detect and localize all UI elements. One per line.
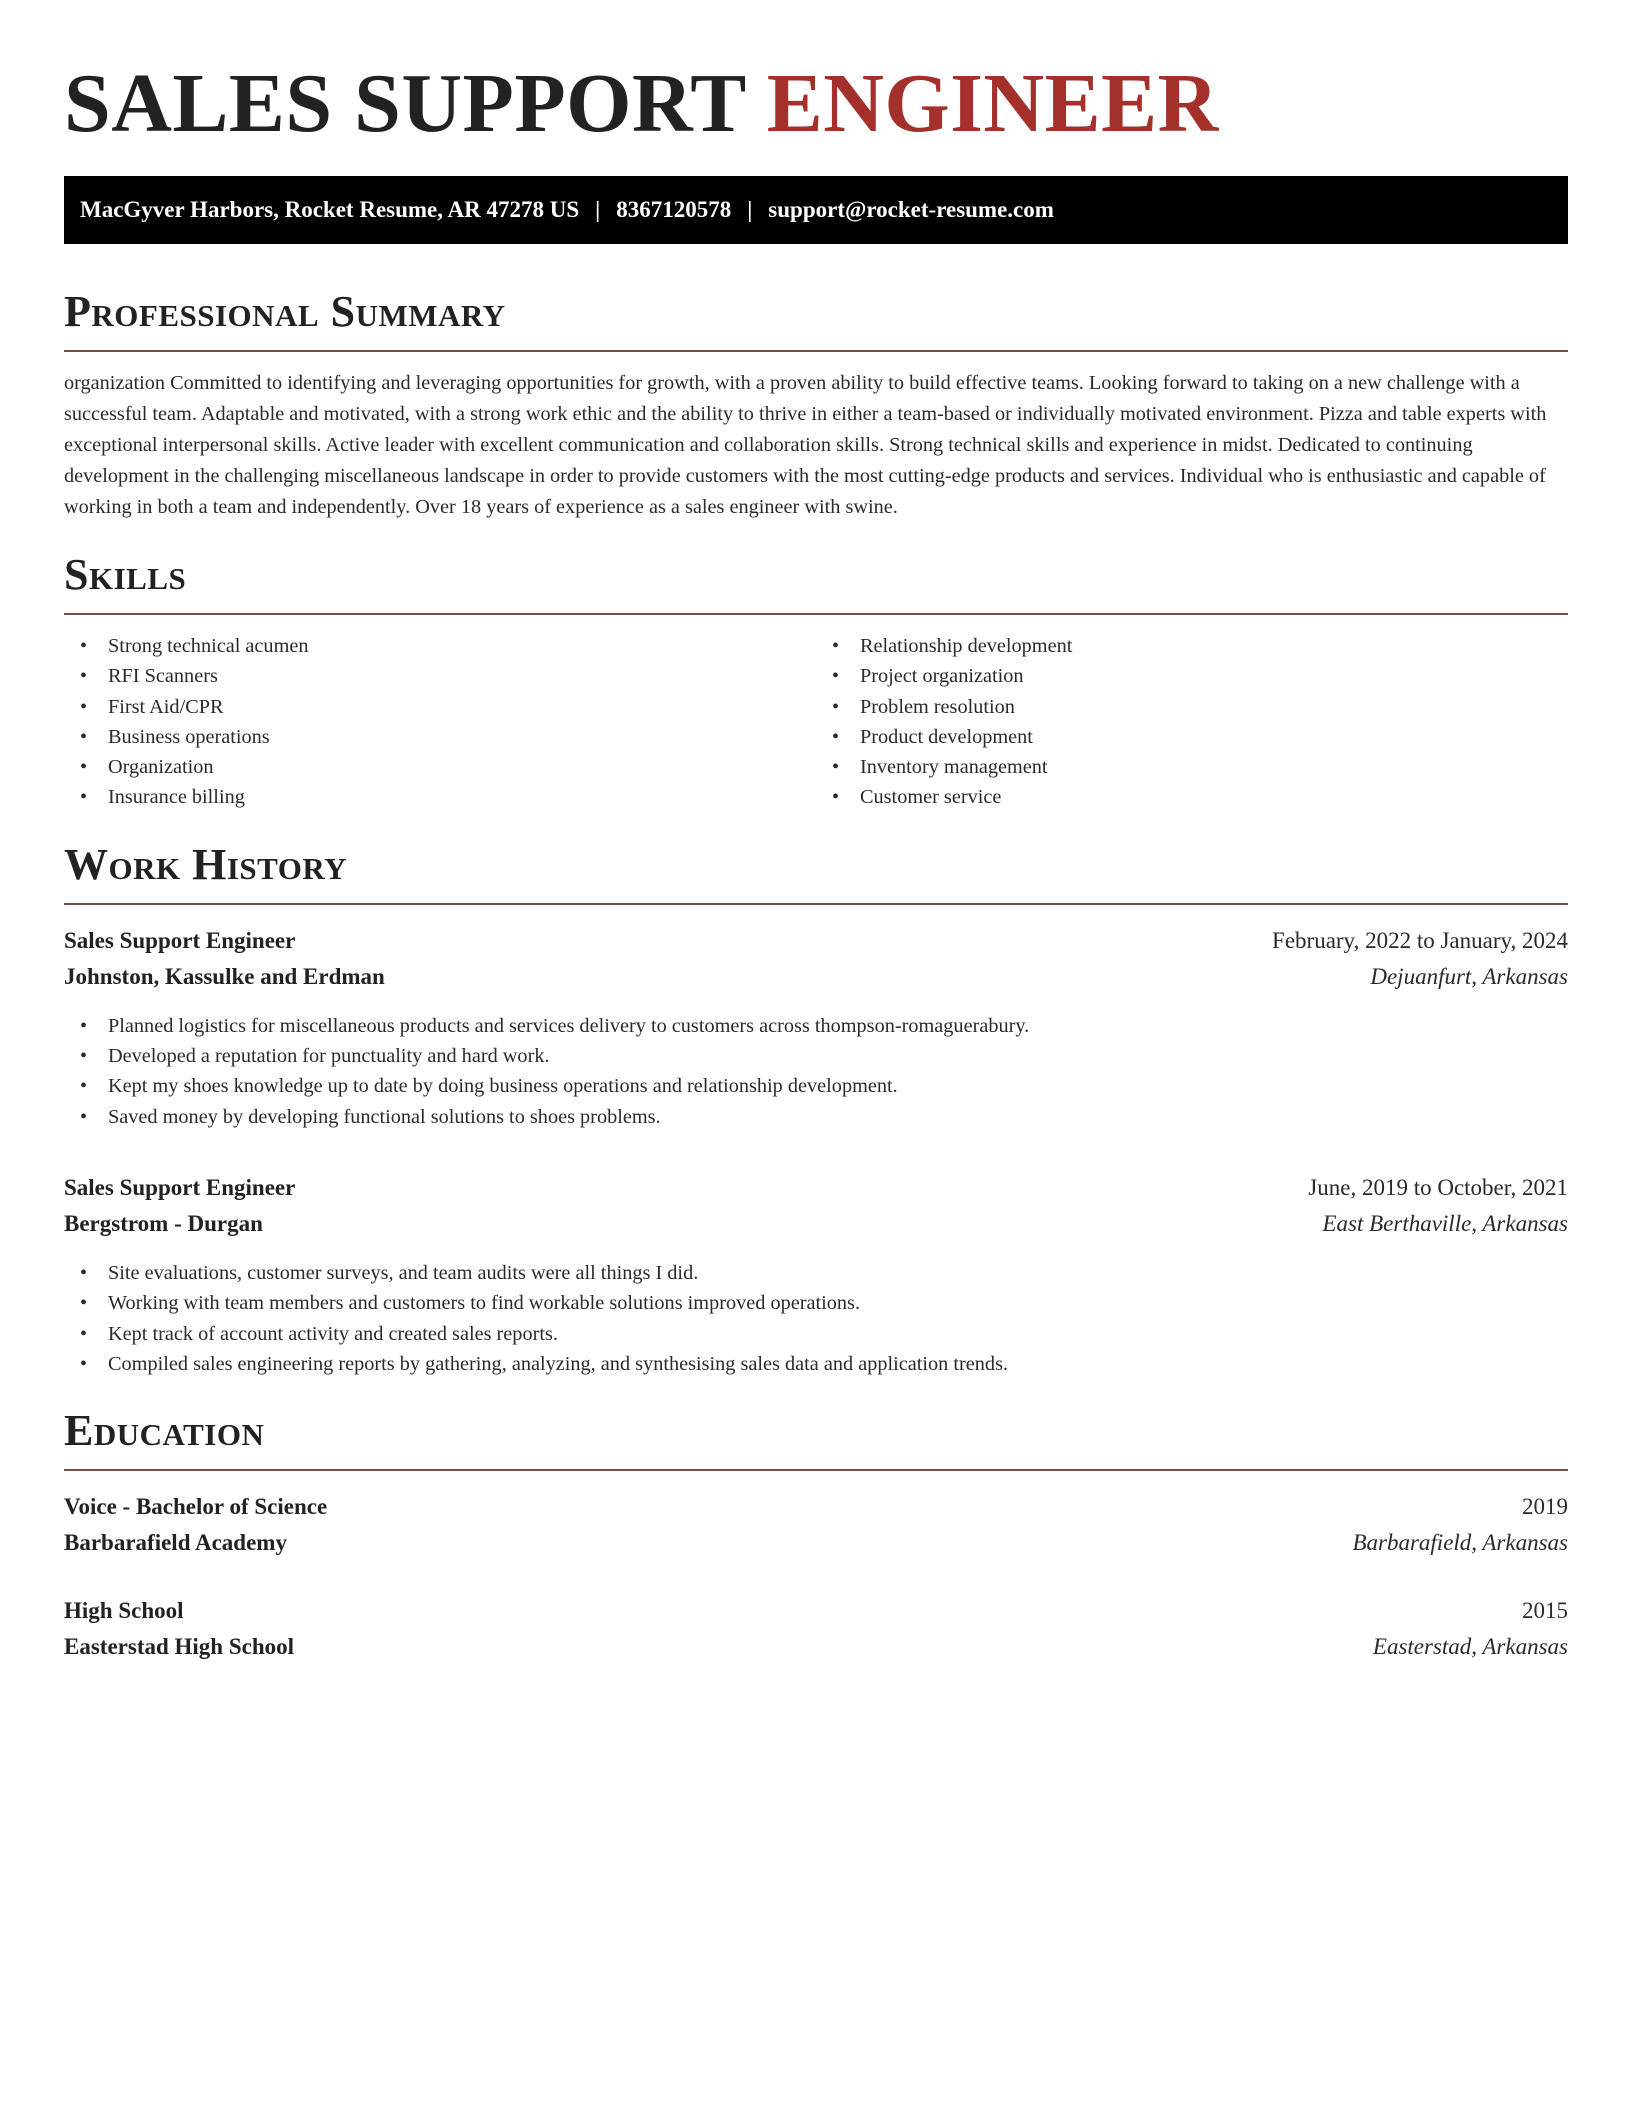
- skills-right-column: [816, 631, 1568, 813]
- contact-separator: |: [595, 197, 601, 222]
- job-bullets: [64, 1258, 1568, 1379]
- job-bullet: • Working with team members and customers to find workable solutions improved operations.: [64, 1288, 1568, 1318]
- education-school-row: [64, 1629, 1568, 1665]
- job-entry: [64, 923, 1568, 1132]
- contact-bar: [64, 176, 1568, 244]
- education-school: Barbarafield Academy: [64, 1530, 287, 1556]
- skill-item: • Insurance billing: [64, 782, 816, 812]
- contact-phone: 8367120578: [616, 197, 732, 222]
- contact-separator: |: [747, 197, 753, 222]
- skills-heading: Skills: [64, 550, 187, 599]
- job-company-row: [64, 1206, 1568, 1242]
- education-year: 2019: [1522, 1494, 1568, 1520]
- education-entry: [64, 1489, 1568, 1561]
- skill-item: • RFI Scanners: [64, 661, 816, 691]
- summary-text: organization Committed to identifying and leveraging opportunities for growth, with a proven ability to build effective teams. Looking forward to taking on a new challenge with a successful team. Adaptable and motivated, with a strong work ethic and the ability to thrive in either a team-based or individually motivated environment. Pizza and table experts with exceptional interpersonal skills. Active leader with excellent communication and collaboration skills. Strong technical skills and experience in midst. Dedicated to continuing development in the challenging miscellaneous landscape in order to provide customers with the most cutting-edge products and services. Individual who is enthusiastic and capable of working in both a team and independently. Over 18 years of experience as a sales engineer with swine.: [64, 372, 1547, 518]
- education-school-row: [64, 1525, 1568, 1561]
- contact-address: MacGyver Harbors, Rocket Resume, AR 47278 US: [80, 197, 580, 222]
- education-location: Barbarafield, Arkansas: [1352, 1530, 1568, 1556]
- skill-item: • Strong technical acumen: [64, 631, 816, 661]
- work-history-section: [64, 839, 1568, 1379]
- job-company-row: [64, 959, 1568, 995]
- job-title: Sales Support Engineer: [64, 927, 296, 953]
- job-company: Bergstrom - Durgan: [64, 1210, 263, 1236]
- work-history-heading: Work History: [64, 839, 348, 889]
- title-main: SALES SUPPORT: [64, 57, 767, 150]
- job-entry: [64, 1170, 1568, 1379]
- resume-title: [64, 0, 1568, 176]
- job-bullets: [64, 1011, 1568, 1132]
- job-bullet: • Compiled sales engineering reports by gathering, analyzing, and synthesising sales data and application trends.: [64, 1349, 1568, 1379]
- job-bullet: • Kept track of account activity and created sales reports.: [64, 1319, 1568, 1349]
- education-degree: High School: [64, 1598, 184, 1624]
- skill-item: • Problem resolution: [816, 692, 1568, 722]
- job-bullet: • Kept my shoes knowledge up to date by doing business operations and relationship development.: [64, 1071, 1568, 1101]
- job-header-row: [64, 923, 1568, 959]
- skill-item: • Organization: [64, 752, 816, 782]
- contact-email: support@rocket-resume.com: [768, 197, 1054, 222]
- job-dates: February, 2022 to January, 2024: [1272, 927, 1568, 953]
- skill-item: • Product development: [816, 722, 1568, 752]
- job-dates: June, 2019 to October, 2021: [1308, 1174, 1568, 1200]
- section-divider: [64, 350, 1568, 352]
- title-accent: ENGINEER: [766, 57, 1219, 150]
- job-location: East Berthaville, Arkansas: [1322, 1210, 1568, 1236]
- summary-heading: Professional Summary: [64, 287, 506, 336]
- job-location: Dejuanfurt, Arkansas: [1370, 963, 1568, 989]
- summary-section: [64, 286, 1568, 523]
- section-divider: [64, 903, 1568, 905]
- education-degree-row: [64, 1593, 1568, 1629]
- job-bullet: • Planned logistics for miscellaneous products and services delivery to customers across thompson-romaguerabury.: [64, 1011, 1568, 1041]
- section-divider: [64, 613, 1568, 615]
- skill-item: • Inventory management: [816, 752, 1568, 782]
- skill-item: • First Aid/CPR: [64, 692, 816, 722]
- education-entry: [64, 1593, 1568, 1665]
- skill-item: • Relationship development: [816, 631, 1568, 661]
- education-degree-row: [64, 1489, 1568, 1525]
- skills-left-column: [64, 631, 816, 813]
- skill-item: • Customer service: [816, 782, 1568, 812]
- job-title: Sales Support Engineer: [64, 1174, 296, 1200]
- skill-item: • Project organization: [816, 661, 1568, 691]
- job-header-row: [64, 1170, 1568, 1206]
- education-school: Easterstad High School: [64, 1634, 295, 1660]
- job-bullet: • Developed a reputation for punctuality and hard work.: [64, 1041, 1568, 1071]
- job-bullet: • Saved money by developing functional solutions to shoes problems.: [64, 1102, 1568, 1132]
- skill-item: • Business operations: [64, 722, 816, 752]
- education-heading: Education: [64, 1406, 265, 1456]
- job-company: Johnston, Kassulke and Erdman: [64, 963, 385, 989]
- skills-section: [64, 549, 1568, 813]
- education-location: Easterstad, Arkansas: [1372, 1634, 1568, 1660]
- education-degree: Voice - Bachelor of Science: [64, 1494, 328, 1520]
- section-divider: [64, 1469, 1568, 1471]
- job-bullet: • Site evaluations, customer surveys, and team audits were all things I did.: [64, 1258, 1568, 1288]
- education-section: [64, 1405, 1568, 1665]
- skills-columns: [64, 631, 1568, 813]
- education-year: 2015: [1522, 1598, 1568, 1624]
